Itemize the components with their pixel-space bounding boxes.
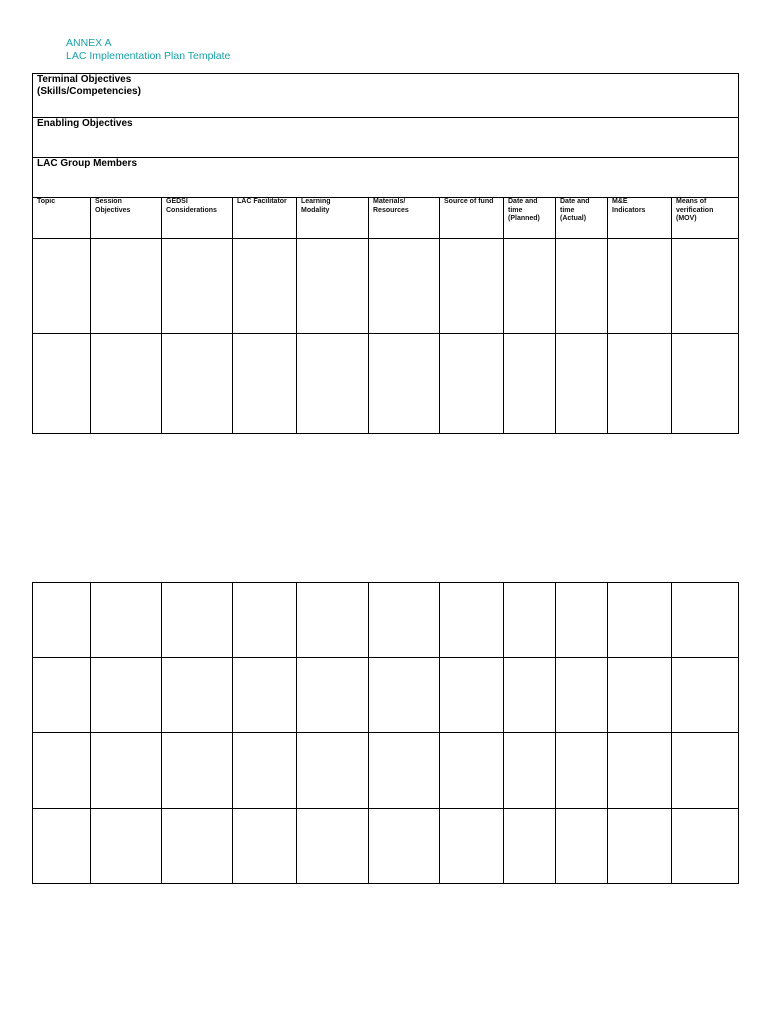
- table-cell[interactable]: [672, 733, 739, 809]
- col-header-me-indicators: [608, 198, 672, 239]
- table-cell[interactable]: [369, 658, 440, 733]
- table-row: [33, 334, 739, 434]
- table-cell[interactable]: [504, 733, 556, 809]
- col-header-source-of-fund: [440, 198, 504, 239]
- col-header-text: Topic: [37, 198, 56, 205]
- lac-group-members-row: [33, 158, 739, 198]
- col-header-text: Learning: [301, 198, 331, 205]
- table-cell[interactable]: [233, 658, 297, 733]
- lac-group-members-cell[interactable]: [33, 158, 739, 198]
- table-cell[interactable]: [369, 583, 440, 658]
- table-cell[interactable]: [297, 658, 369, 733]
- table-cell[interactable]: [233, 733, 297, 809]
- continuation-table: [32, 582, 739, 884]
- col-header-means-of-verification: [672, 198, 739, 239]
- table-cell[interactable]: [440, 239, 504, 334]
- table-cell[interactable]: [504, 583, 556, 658]
- col-header-text: (Actual): [560, 215, 587, 222]
- table-cell[interactable]: [504, 334, 556, 434]
- table-cell[interactable]: [233, 809, 297, 884]
- table-cell[interactable]: [33, 334, 91, 434]
- terminal-objectives-label: Terminal Objectives: [37, 74, 132, 85]
- col-header-text: Source of fund: [444, 198, 494, 205]
- col-header-session-objectives: [91, 198, 162, 239]
- enabling-objectives-label: Enabling Objectives: [37, 118, 133, 129]
- table-cell[interactable]: [440, 658, 504, 733]
- table-cell[interactable]: [233, 334, 297, 434]
- col-header-text: Modality: [301, 206, 330, 214]
- col-header-date-actual: [556, 198, 608, 239]
- table-cell[interactable]: [556, 809, 608, 884]
- table-cell[interactable]: [233, 239, 297, 334]
- table-cell[interactable]: [440, 583, 504, 658]
- table-cell[interactable]: [33, 809, 91, 884]
- table-row: [33, 809, 739, 884]
- table-cell[interactable]: [33, 658, 91, 733]
- document-header: [66, 37, 230, 63]
- col-header-text: (Planned): [508, 215, 540, 222]
- col-header-text: Materials/: [373, 198, 406, 205]
- table-cell[interactable]: [556, 334, 608, 434]
- col-header-topic: [33, 198, 91, 239]
- lac-group-members-label: LAC Group Members: [37, 158, 138, 169]
- col-header-gedsi-considerations: [162, 198, 233, 239]
- table-cell[interactable]: [672, 658, 739, 733]
- table-cell[interactable]: [91, 334, 162, 434]
- table-cell[interactable]: [162, 809, 233, 884]
- col-header-text: LAC Facilitator: [237, 198, 287, 205]
- table-cell[interactable]: [162, 239, 233, 334]
- table-cell[interactable]: [556, 658, 608, 733]
- table-row: [33, 658, 739, 733]
- terminal-objectives-row: [33, 74, 739, 118]
- table-cell[interactable]: [91, 658, 162, 733]
- col-header-learning-modality: [297, 198, 369, 239]
- terminal-objectives-sublabel: (Skills/Competencies): [37, 86, 141, 97]
- table-row: [33, 583, 739, 658]
- table-cell[interactable]: [369, 239, 440, 334]
- col-header-materials-resources: [369, 198, 440, 239]
- table-cell[interactable]: [369, 733, 440, 809]
- table-cell[interactable]: [33, 583, 91, 658]
- col-header-text: GEDSI: [166, 198, 188, 205]
- table-cell[interactable]: [162, 334, 233, 434]
- table-cell[interactable]: [672, 809, 739, 884]
- col-header-text: Means of: [676, 198, 707, 205]
- table-cell[interactable]: [556, 583, 608, 658]
- col-header-lac-facilitator: [233, 198, 297, 239]
- column-header-row: [33, 198, 739, 239]
- enabling-objectives-row: [33, 118, 739, 158]
- table-cell[interactable]: [297, 239, 369, 334]
- col-header-text: Session: [95, 198, 122, 205]
- col-header-text: time: [560, 206, 575, 214]
- table-cell[interactable]: [608, 334, 672, 434]
- table-row: [33, 733, 739, 809]
- table-cell[interactable]: [297, 809, 369, 884]
- col-header-text: Considerations: [166, 206, 217, 214]
- table-cell[interactable]: [297, 334, 369, 434]
- col-header-text: Date and: [508, 198, 538, 205]
- col-header-text: Date and: [560, 198, 590, 205]
- col-header-text: Indicators: [612, 206, 646, 214]
- table-cell[interactable]: [91, 583, 162, 658]
- enabling-objectives-cell[interactable]: [33, 118, 739, 158]
- table-cell[interactable]: [672, 583, 739, 658]
- table-cell[interactable]: [556, 733, 608, 809]
- table-cell[interactable]: [504, 809, 556, 884]
- table-cell[interactable]: [233, 583, 297, 658]
- table-cell[interactable]: [33, 733, 91, 809]
- col-header-text: (MOV): [676, 215, 697, 222]
- table-cell[interactable]: [440, 334, 504, 434]
- table-cell[interactable]: [297, 583, 369, 658]
- table-cell[interactable]: [440, 733, 504, 809]
- table-cell[interactable]: [608, 733, 672, 809]
- annex-label: ANNEX A: [66, 37, 112, 49]
- col-header-text: verification: [676, 206, 714, 214]
- table-cell[interactable]: [672, 239, 739, 334]
- col-header-text: Objectives: [95, 206, 131, 214]
- table-cell[interactable]: [162, 733, 233, 809]
- document-title: LAC Implementation Plan Template: [66, 50, 231, 62]
- table-cell[interactable]: [504, 239, 556, 334]
- col-header-text: M&E: [612, 198, 628, 205]
- table-cell[interactable]: [440, 809, 504, 884]
- table-cell[interactable]: [672, 334, 739, 434]
- col-header-text: Resources: [373, 206, 409, 214]
- table-cell[interactable]: [369, 334, 440, 434]
- table-cell[interactable]: [91, 809, 162, 884]
- table-cell[interactable]: [33, 239, 91, 334]
- table-cell[interactable]: [608, 239, 672, 334]
- col-header-date-planned: [504, 198, 556, 239]
- table-cell[interactable]: [91, 733, 162, 809]
- table-cell[interactable]: [608, 583, 672, 658]
- implementation-plan-table: [32, 73, 739, 434]
- table-cell[interactable]: [91, 239, 162, 334]
- table-cell[interactable]: [162, 658, 233, 733]
- table-cell[interactable]: [369, 809, 440, 884]
- table-cell[interactable]: [297, 733, 369, 809]
- table-cell[interactable]: [608, 809, 672, 884]
- table-cell[interactable]: [162, 583, 233, 658]
- table-row: [33, 239, 739, 334]
- terminal-objectives-cell[interactable]: [33, 74, 739, 118]
- table-cell[interactable]: [556, 239, 608, 334]
- table-cell[interactable]: [504, 658, 556, 733]
- table-cell[interactable]: [608, 658, 672, 733]
- col-header-text: time: [508, 206, 523, 214]
